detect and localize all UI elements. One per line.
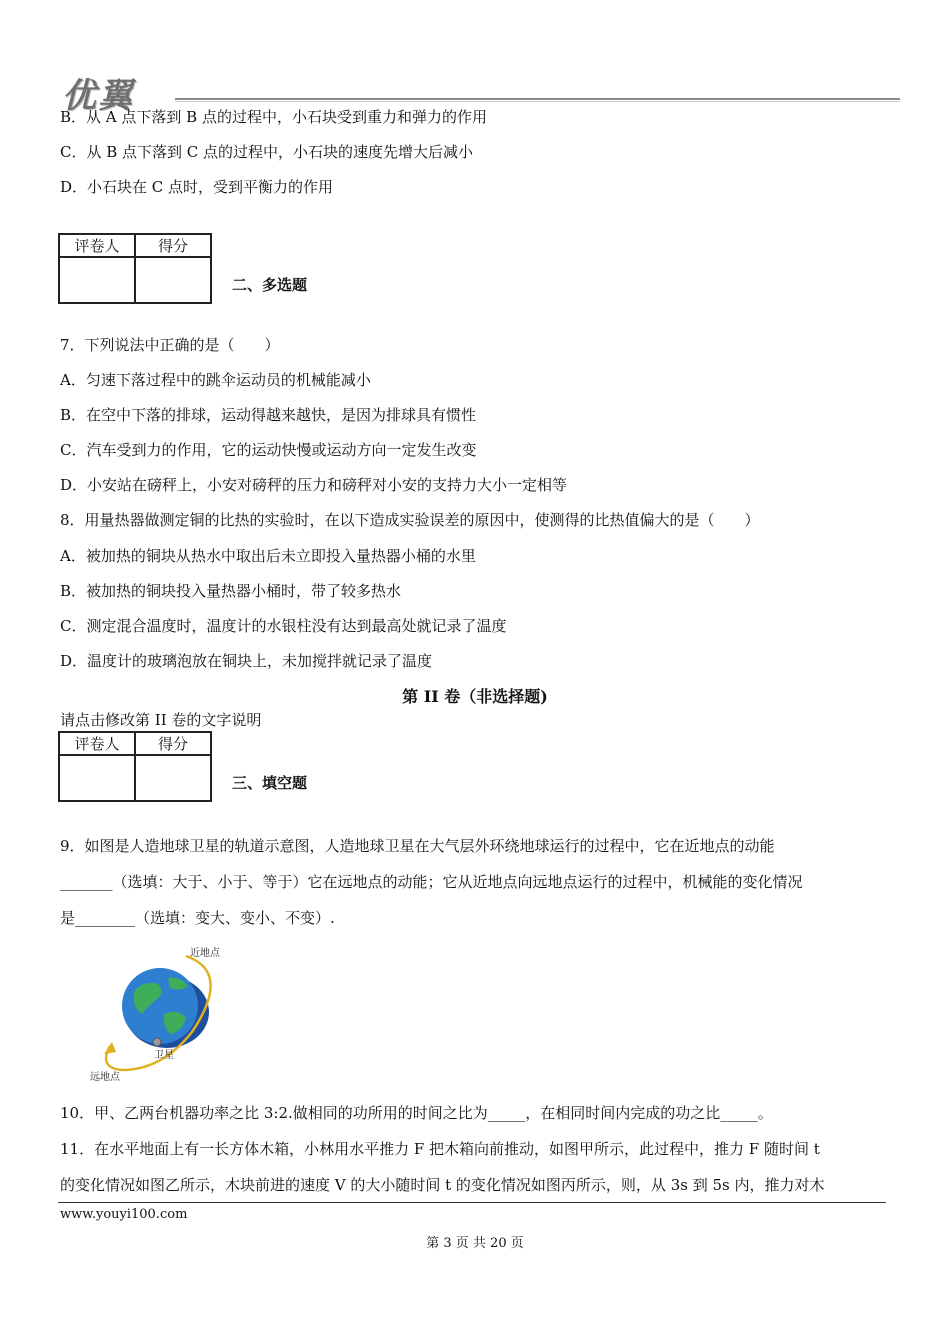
- q8-option-a: A．被加热的铜块从热水中取出后未立即投入量热器小桶的水里: [60, 547, 476, 565]
- q10-text: 10．甲、乙两台机器功率之比 3:2.做相同的功所用的时间之比为_____，在相同时间内完成的功之比_____。: [60, 1104, 773, 1122]
- page-number: 第 3 页 共 20 页: [426, 1236, 524, 1251]
- q11-line1: 11．在水平地面上有一长方体木箱，小林用水平推力 F 把木箱向前推动，如图甲所示，此过程中，推力 F 随时间 t: [60, 1140, 820, 1158]
- q8-option-c: C．测定混合温度时，温度计的水银柱没有达到最高处就记录了温度: [60, 617, 507, 635]
- score-table-section2: [58, 233, 212, 304]
- q6-option-c: C．从 B 点下落到 C 点的过程中，小石块的速度先增大后减小: [60, 143, 474, 161]
- label-satellite: 卫星: [154, 1050, 174, 1061]
- q8-option-b: B．被加热的铜块投入量热器小桶时，带了较多热水: [60, 582, 402, 600]
- earth-icon: [122, 968, 198, 1044]
- q9-line3: 是________（选填：变大、变小、不变）.: [60, 909, 335, 927]
- q6-option-d: D．小石块在 C 点时，受到平衡力的作用: [60, 178, 334, 196]
- q7-stem: 7．下列说法中正确的是（ ）: [60, 336, 280, 354]
- q7-option-c: C．汽车受到力的作用，它的运动快慢或运动方向一定发生改变: [60, 441, 477, 459]
- score-table-cell: [59, 755, 135, 801]
- score-table-header-score: 得分: [135, 732, 211, 755]
- orbit-arrow-icon: [104, 1042, 116, 1054]
- logo: 优翼: [62, 76, 134, 116]
- section3-title: 三、填空题: [232, 774, 308, 792]
- q7-option-b: B．在空中下落的排球，运动得越来越快，是因为排球具有惯性: [60, 406, 477, 424]
- header-rule-thin: [175, 101, 900, 102]
- score-table-section3: [58, 731, 212, 802]
- label-apogee: 远地点: [90, 1072, 120, 1082]
- part2-note: 请点击修改第 II 卷的文字说明: [60, 711, 262, 729]
- satellite-orbit-diagram: [82, 942, 232, 1082]
- q8-option-d: D．温度计的玻璃泡放在铜块上，未加搅拌就记录了温度: [60, 652, 433, 670]
- header-rule: [175, 98, 900, 100]
- q9-line2: _______（选填：大于、小于、等于）它在远地点的动能；它从近地点向远地点运行的过程中，机械能的变化情况: [60, 873, 803, 891]
- score-table-header-score: 得分: [135, 234, 211, 257]
- part2-title: 第 II 卷（非选择题): [402, 687, 548, 706]
- footer-rule: [58, 1202, 886, 1203]
- q11-line2: 的变化情况如图乙所示，木块前进的速度 V 的大小随时间 t 的变化情况如图丙所示，则，从 3s 到 5s 内，推力对木: [60, 1176, 825, 1194]
- q8-stem: 8．用量热器做测定铜的比热的实验时，在以下造成实验误差的原因中，使测得的比热值偏大的是（ ）: [60, 511, 760, 529]
- satellite-icon: [153, 1038, 161, 1046]
- score-table-header-grader: 评卷人: [59, 732, 135, 755]
- score-table-cell: [135, 257, 211, 303]
- satellite-orbit-figure: [82, 942, 232, 1082]
- footer-url: www.youyi100.com: [60, 1207, 188, 1222]
- score-table-cell: [135, 755, 211, 801]
- score-table-cell: [59, 257, 135, 303]
- q9-line1: 9．如图是人造地球卫星的轨道示意图，人造地球卫星在大气层外环绕地球运行的过程中，它在近地点的动能: [60, 837, 775, 855]
- q7-option-a: A．匀速下落过程中的跳伞运动员的机械能减小: [60, 371, 371, 389]
- score-table-header-grader: 评卷人: [59, 234, 135, 257]
- label-perigee: 近地点: [190, 948, 220, 959]
- q7-option-d: D．小安站在磅秤上，小安对磅秤的压力和磅秤对小安的支持力大小一定相等: [60, 476, 568, 494]
- section2-title: 二、多选题: [232, 276, 308, 294]
- q6-option-b: B．从 A 点下落到 B 点的过程中，小石块受到重力和弹力的作用: [60, 108, 487, 126]
